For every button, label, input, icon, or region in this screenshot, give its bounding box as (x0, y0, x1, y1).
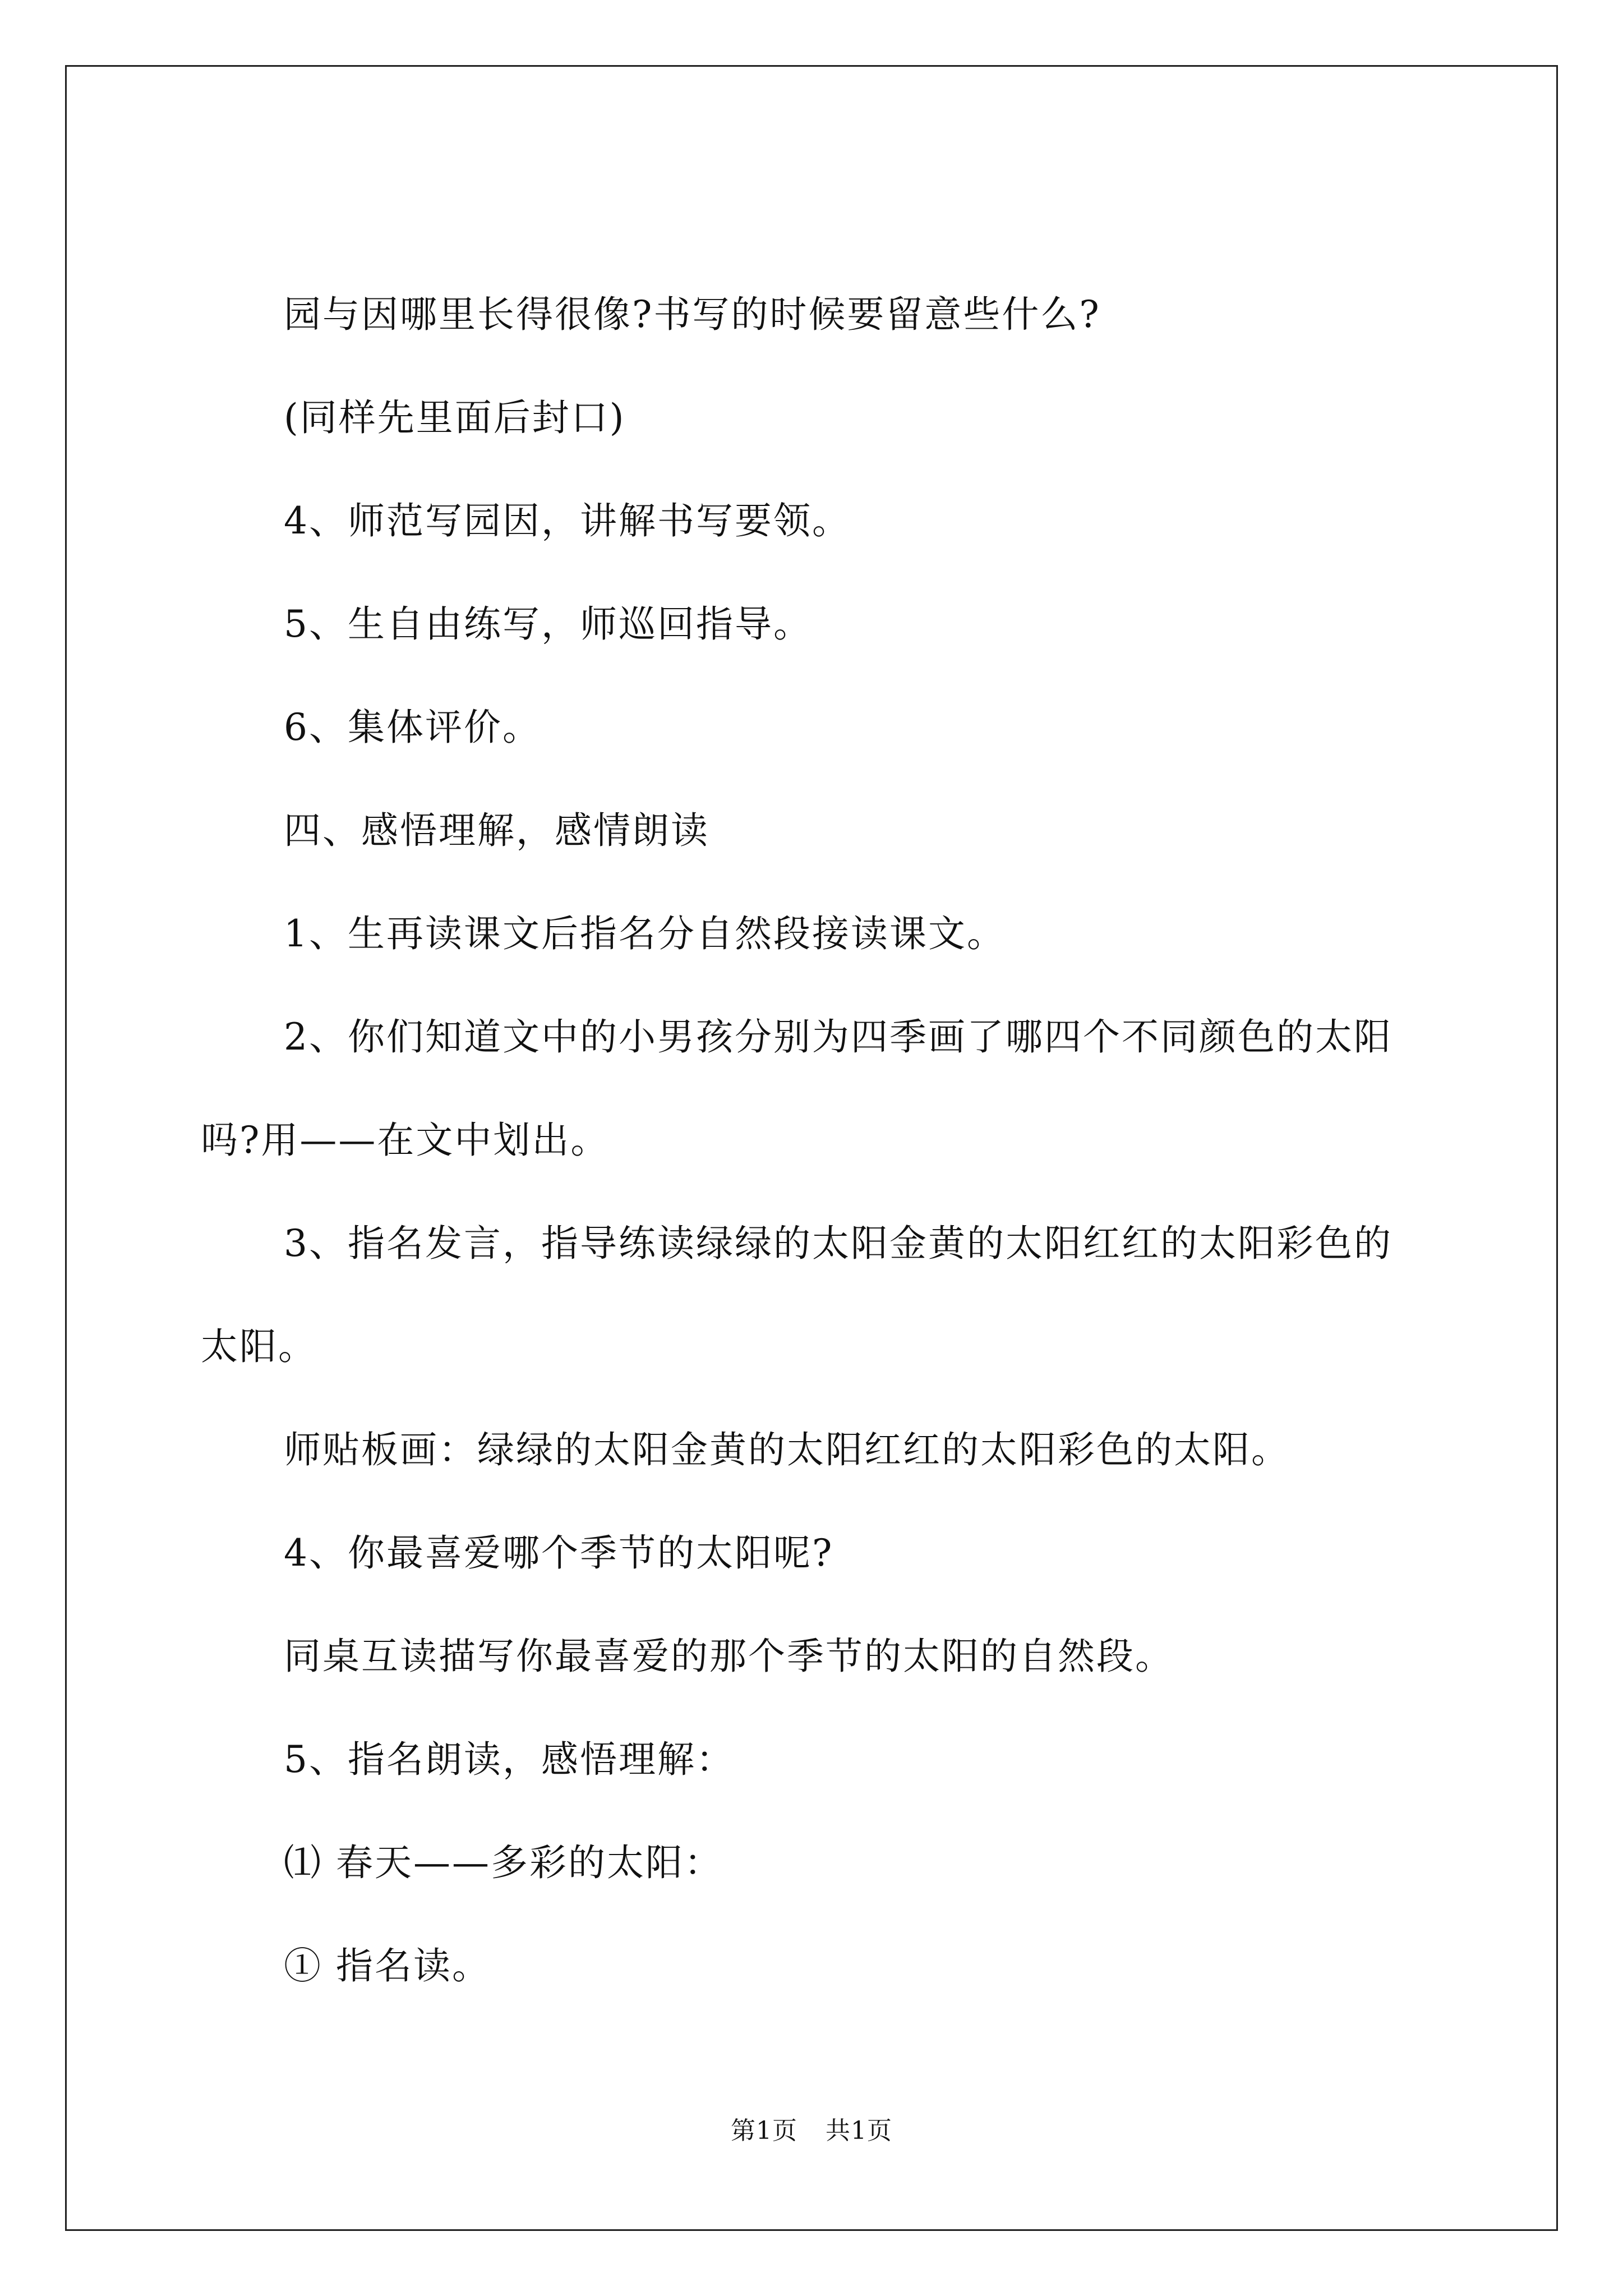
paragraph: ⑴ 春天——多彩的太阳： (284, 1841, 723, 1884)
paragraph: 园与因哪里长得很像?书写的时候要留意些什么? (284, 293, 1101, 336)
paragraph: 5、指名朗读，感悟理解： (284, 1738, 735, 1781)
total-pages-label: 共1页 (826, 2116, 892, 2145)
paragraph: 4、师范写园因，讲解书写要领。 (284, 499, 851, 542)
paragraph: 6、集体评价。 (284, 706, 541, 749)
page-frame (65, 65, 1558, 2231)
document-body (67, 67, 1556, 2229)
paragraph: 师贴板画：绿绿的太阳金黄的太阳红红的太阳彩色的太阳。 (284, 1428, 1290, 1471)
paragraph: (同样先里面后封口) (284, 396, 626, 439)
paragraph: 4、你最喜爱哪个季节的太阳呢? (284, 1531, 834, 1575)
page-footer (67, 2114, 1556, 2148)
paragraph: 同桌互读描写你最喜爱的那个季节的太阳的自然段。 (284, 1635, 1174, 1678)
paragraph: 3、指名发言，指导练读绿绿的太阳金黄的太阳红红的太阳彩色的 (284, 1222, 1393, 1265)
paragraph: 1、生再读课文后指名分自然段接读课文。 (284, 912, 1006, 955)
section-heading: 四、感悟理解，感情朗读 (284, 809, 709, 852)
current-page-label: 第1页 (731, 2116, 797, 2145)
paragraph-continuation: 吗?用——在文中划出。 (201, 1119, 610, 1162)
paragraph-continuation: 太阳。 (201, 1325, 317, 1368)
paragraph: ① 指名读。 (284, 1944, 491, 1987)
paragraph: 5、生自由练写，师巡回指导。 (284, 602, 812, 646)
paragraph: 2、你们知道文中的小男孩分别为四季画了哪四个不同颜色的太阳 (284, 1015, 1393, 1059)
